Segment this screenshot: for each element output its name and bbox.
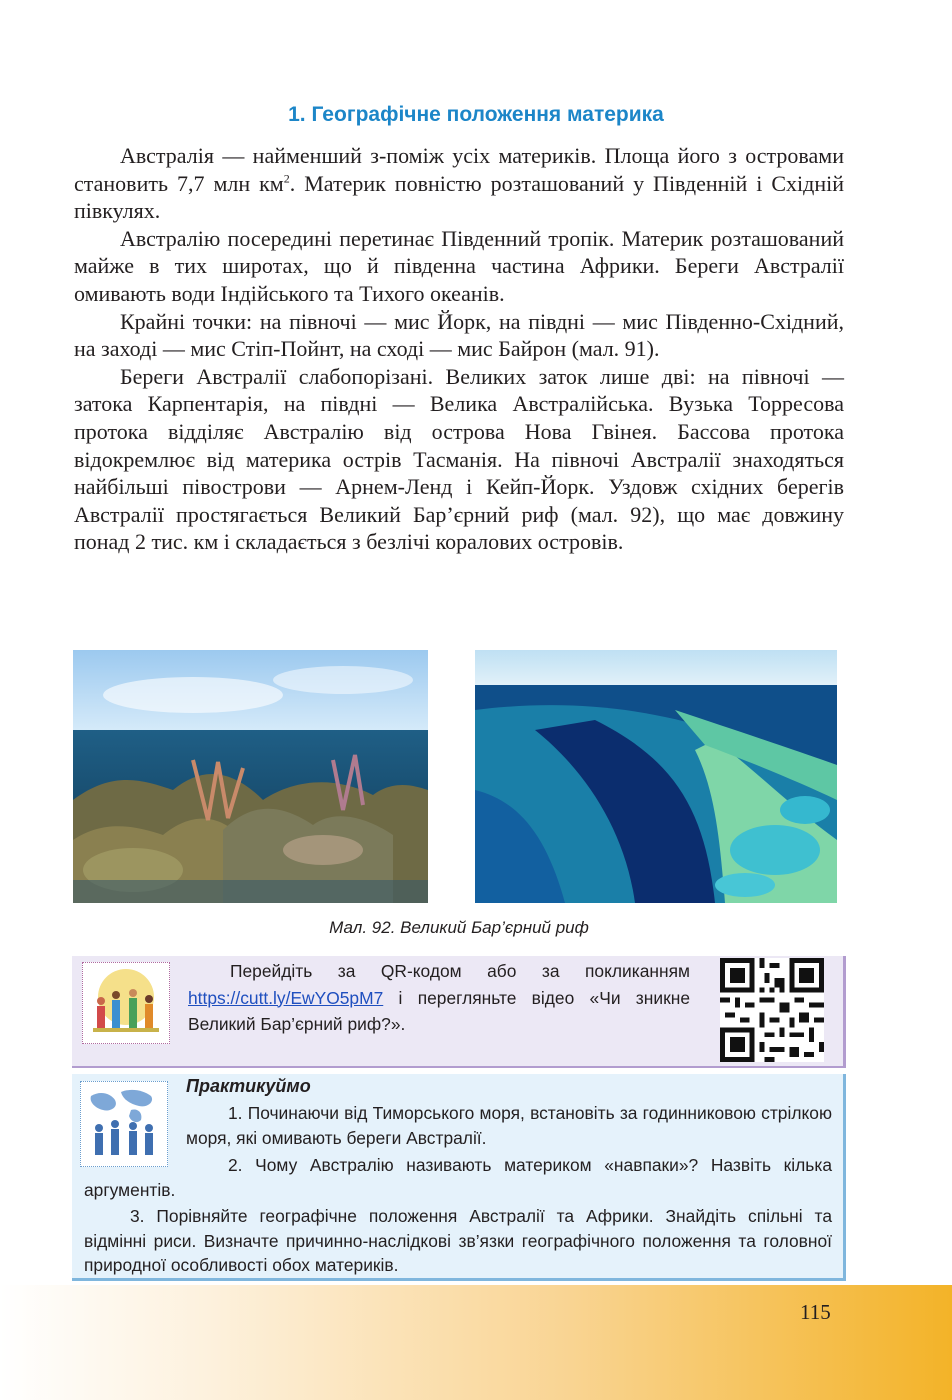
task-3-text: 3. Порівняйте географічне положення Австралії та Африки. Знайдіть спільні та відмінні риси. Визначте причинно-наслідкові зв’язки географічного положення та головної природної особливості обох материків. <box>84 1206 832 1275</box>
page-number: 115 <box>800 1300 831 1324</box>
practice-title: Практикуймо <box>186 1076 311 1096</box>
paragraph-1 <box>74 142 844 225</box>
task-1 <box>186 1101 832 1150</box>
aerial-reef-photo <box>475 650 837 903</box>
task-1-text: 1. Починаючи від Тиморського моря, встановіть за годинниковою стрілкою моря, які омивають береги Австралії. <box>186 1103 832 1148</box>
paragraph-4: Береги Австралії слабопорізані. Великих заток лише дві: на півночі — затока Карпентарія, на півдні — Велика Австралійська. Вузька Торресова протока відділяє Австралію від острова Нова Гвінея. Бассова протока відокремлює від материка острів Тасманія. На півночі Австралії знаходяться найбільші півострови — Арнем-Ленд і Кейп-Йорк. Уздовж східних берегів Австралії простягається Великий Бар’єрний риф (мал. 92), що має довжину понад 2 тис. км і складається з безлічі коралових островів. <box>74 363 844 555</box>
paragraph-3: Крайні точки: на півночі — мис Йорк, на півдні — мис Південно-Східний, на заході — мис Стіп-Пойнт, на сході — мис Байрон (мал. 91). <box>74 308 844 362</box>
qr-text-after: і перегляньте відео «Чи зникне Великий Бар’єрний риф?». <box>188 987 690 1034</box>
paragraph-2: Австралію посередині перетинає Південний тропік. Материк розташований майже в тих широтах, що й південна частина Африки. Береги Австралії омивають води Індійського та Тихого океанів. <box>74 225 844 306</box>
task-2-text: 2. Чому Австралію називають материком «навпаки»? Назвіть кілька аргументів. <box>84 1155 832 1200</box>
figure-caption: Мал. 92. Великий Бар’єрний риф <box>329 918 589 937</box>
task-3 <box>84 1204 832 1278</box>
qr-text-before: Перейдіть за QR-кодом або за покликанням <box>230 961 690 981</box>
video-link[interactable]: https://cutt.ly/EwYO5pM7 <box>188 987 384 1008</box>
task-2 <box>84 1153 832 1202</box>
people-globe-icon <box>82 962 170 1044</box>
paragraph-1-part-a: Австралія — найменший з-поміж усіх материків. Площа його з островами становить 7,7 млн км <box>74 143 844 196</box>
section-heading: 1. Географічне положення материка <box>288 103 664 126</box>
paragraph-1-part-b: . Материк повністю розташований у Південній і Східній півкулях. <box>74 170 845 224</box>
reef-rocks-photo <box>73 650 428 903</box>
qr-code-image[interactable] <box>720 958 824 1062</box>
qr-instruction-text <box>188 958 690 1038</box>
superscript-2: 2 <box>283 171 290 186</box>
body-text <box>74 142 844 556</box>
